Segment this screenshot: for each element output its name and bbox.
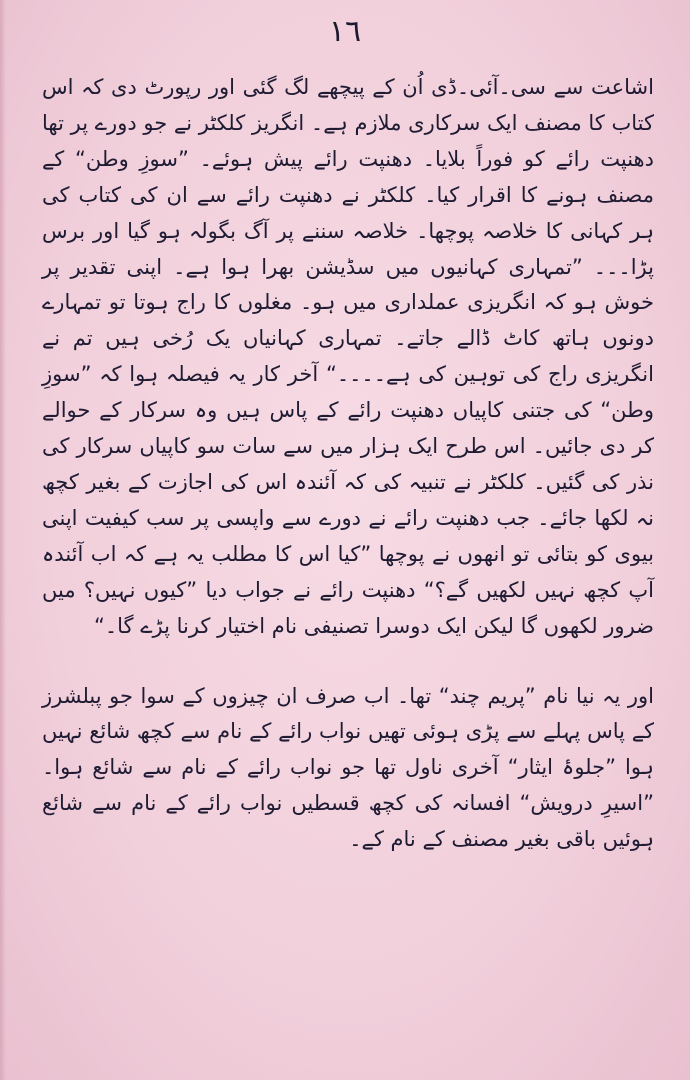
paragraph-2: اور یہ نیا نام ”پریم چند“ تھا۔ اب صرف ان چیزوں کے سوا جو پبلشرز کے پاس پہلے سے پڑی ہوئی تھیں نواب رائے کے نام سے کچھ شائع نہیں ہوا ”جلوۂ ایثار“ آخری ناول تھا جو نواب رائے کے نام سے شائع ہوا۔ ”اسیرِ درویش“ افسانہ کی کچھ قسطیں نواب رائے کے نام سے شائع ہوئیں باقی بغیر مصنف کے نام کے۔ — [42, 683, 654, 852]
page-edge-shadow — [0, 0, 6, 1080]
body-text — [42, 70, 654, 858]
paragraph-1: اشاعت سے سی۔آئی۔ڈی اُن کے پیچھے لگ گئی اور رپورٹ دی کہ اس کتاب کا مصنف ایک سرکاری ملازم ہے۔ انگریز کلکٹر نے جو دورے پر تھا دھنپت رائے کو فوراً بلایا۔ دھنپت رائے پیش ہوئے۔ ”سوزِ وطن“ کے مصنف ہونے کا اقرار کیا۔ کلکٹر نے دھنپت رائے سے ان کی کتاب کی ہر کہانی کا خلاصہ پوچھا۔ خلاصہ سننے پر آگ بگولہ ہو گیا اور برس پڑا۔۔۔ ”تمہاری کہانیوں میں سڈیشن بھرا ہوا ہے۔ اپنی تقدیر پر خوش ہو کہ انگریزی عملداری میں ہو۔ مغلوں کا راج ہوتا تو تمہارے دونوں ہاتھ کاٹ ڈالے جاتے۔ تمہاری کہانیاں یک رُخی ہیں تم نے انگریزی راج کی توہین کی ہے۔۔۔۔“ آخر کار یہ فیصلہ ہوا کہ ”سوزِ وطن“ کی جتنی کاپیاں دھنپت رائے کے پاس ہیں وہ سرکار کے حوالے کر دی جائیں۔ اس طرح ایک ہزار میں سے سات سو کاپیاں سرکار کی نذر کی گئیں۔ کلکٹر نے تنبیہ کی کہ آئندہ اس کی اجازت کے بغیر کچھ نہ لکھا جائے۔ جب دھنپت رائے نے دورے سے واپسی پر سب کیفیت اپنی بیوی کو بتائی تو انھوں نے پوچھا ”کیا اس کا مطلب یہ ہے کہ اب آئندہ آپ کچھ نہیں لکھیں گے؟“ دھنپت رائے نے جواب دیا ”کیوں نہیں؟ میں ضرور لکھوں گا لیکن ایک دوسرا تصنیفی نام اختیار کرنا پڑے گا۔“ — [42, 75, 654, 638]
page-number: ١٦ — [328, 14, 362, 49]
